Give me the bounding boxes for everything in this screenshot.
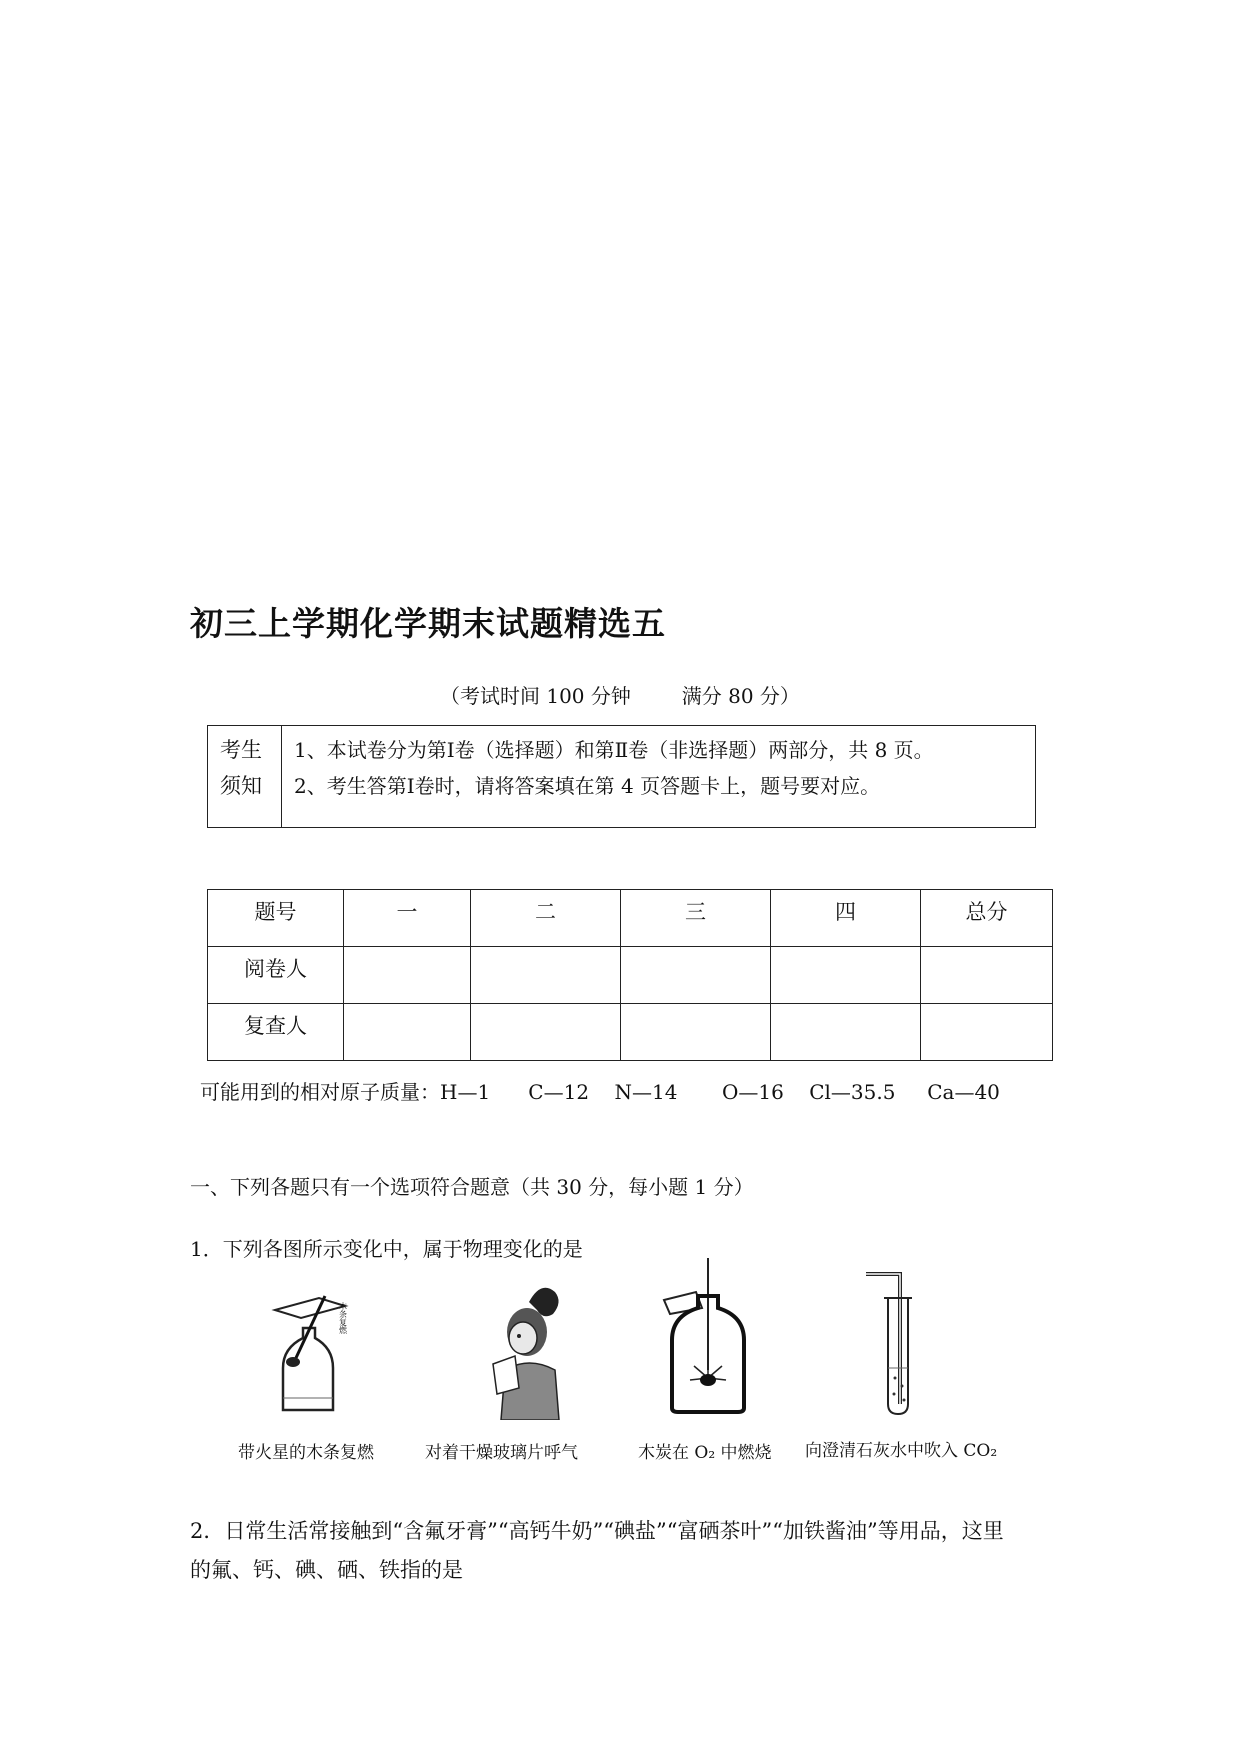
table-header-cell: 题号 [208, 890, 344, 947]
score-cell[interactable] [344, 947, 471, 1004]
table-header-cell: 二 [471, 890, 621, 947]
row-label-reviewer: 阅卷人 [208, 947, 344, 1004]
page-title: 初三上学期化学期末试题精选五 [190, 604, 666, 643]
exam-info: （考试时间 100 分钟 满分 80 分） [440, 684, 800, 708]
figure-girl-breathing [485, 1280, 575, 1420]
table-row [208, 1004, 1053, 1061]
splint-label: 木条复燃 [338, 1302, 348, 1334]
score-cell[interactable] [921, 1004, 1053, 1061]
score-cell[interactable] [621, 1004, 771, 1061]
figure-splint-bottle [265, 1288, 385, 1418]
score-cell[interactable] [921, 947, 1053, 1004]
notice-item-2: 2、考生答第Ⅰ卷时，请将答案填在第 4 页答题卡上，题号要对应。 [294, 774, 881, 798]
table-header-cell: 四 [771, 890, 921, 947]
figure-charcoal-burning [660, 1258, 760, 1418]
table-row [208, 890, 1053, 947]
section-heading: 一、下列各题只有一个选项符合题意（共 30 分，每小题 1 分） [190, 1175, 754, 1199]
score-table [207, 889, 1053, 1061]
score-cell[interactable] [771, 947, 921, 1004]
score-cell[interactable] [621, 947, 771, 1004]
table-header-cell: 一 [344, 890, 471, 947]
score-cell[interactable] [344, 1004, 471, 1061]
notice-header-line2: 须知 [220, 774, 262, 798]
question-2-line1: 2．日常生活常接触到“含氟牙膏”“高钙牛奶”“碘盐”“富硒茶叶”“加铁酱油”等用品，这里 [190, 1519, 1004, 1543]
question-1: 1．下列各图所示变化中，属于物理变化的是 [190, 1237, 583, 1261]
caption-breath: 对着干燥玻璃片呼气 [425, 1443, 578, 1463]
notice-header-line1: 考生 [220, 738, 262, 762]
caption-limewater: 向澄清石灰水中吹入 CO₂ [805, 1441, 998, 1461]
notice-box [207, 725, 1036, 828]
atomic-masses: 可能用到的相对原子质量：H—1 C—12 N—14 O—16 Cl—35.5 Ca—40 [200, 1080, 1000, 1104]
table-header-cell: 三 [621, 890, 771, 947]
question-2-line2: 的氟、钙、碘、硒、铁指的是 [190, 1558, 463, 1582]
row-label-checker: 复查人 [208, 1004, 344, 1061]
table-row [208, 947, 1053, 1004]
caption-charcoal: 木炭在 O₂ 中燃烧 [638, 1443, 772, 1463]
score-cell[interactable] [471, 947, 621, 1004]
score-cell[interactable] [471, 1004, 621, 1061]
table-header-cell: 总分 [921, 890, 1053, 947]
notice-item-1: 1、本试卷分为第Ⅰ卷（选择题）和第Ⅱ卷（非选择题）两部分，共 8 页。 [294, 738, 934, 762]
score-cell[interactable] [771, 1004, 921, 1061]
caption-splint: 带火星的木条复燃 [238, 1443, 374, 1463]
notice-header [208, 726, 282, 827]
figure-test-tube [860, 1268, 930, 1418]
